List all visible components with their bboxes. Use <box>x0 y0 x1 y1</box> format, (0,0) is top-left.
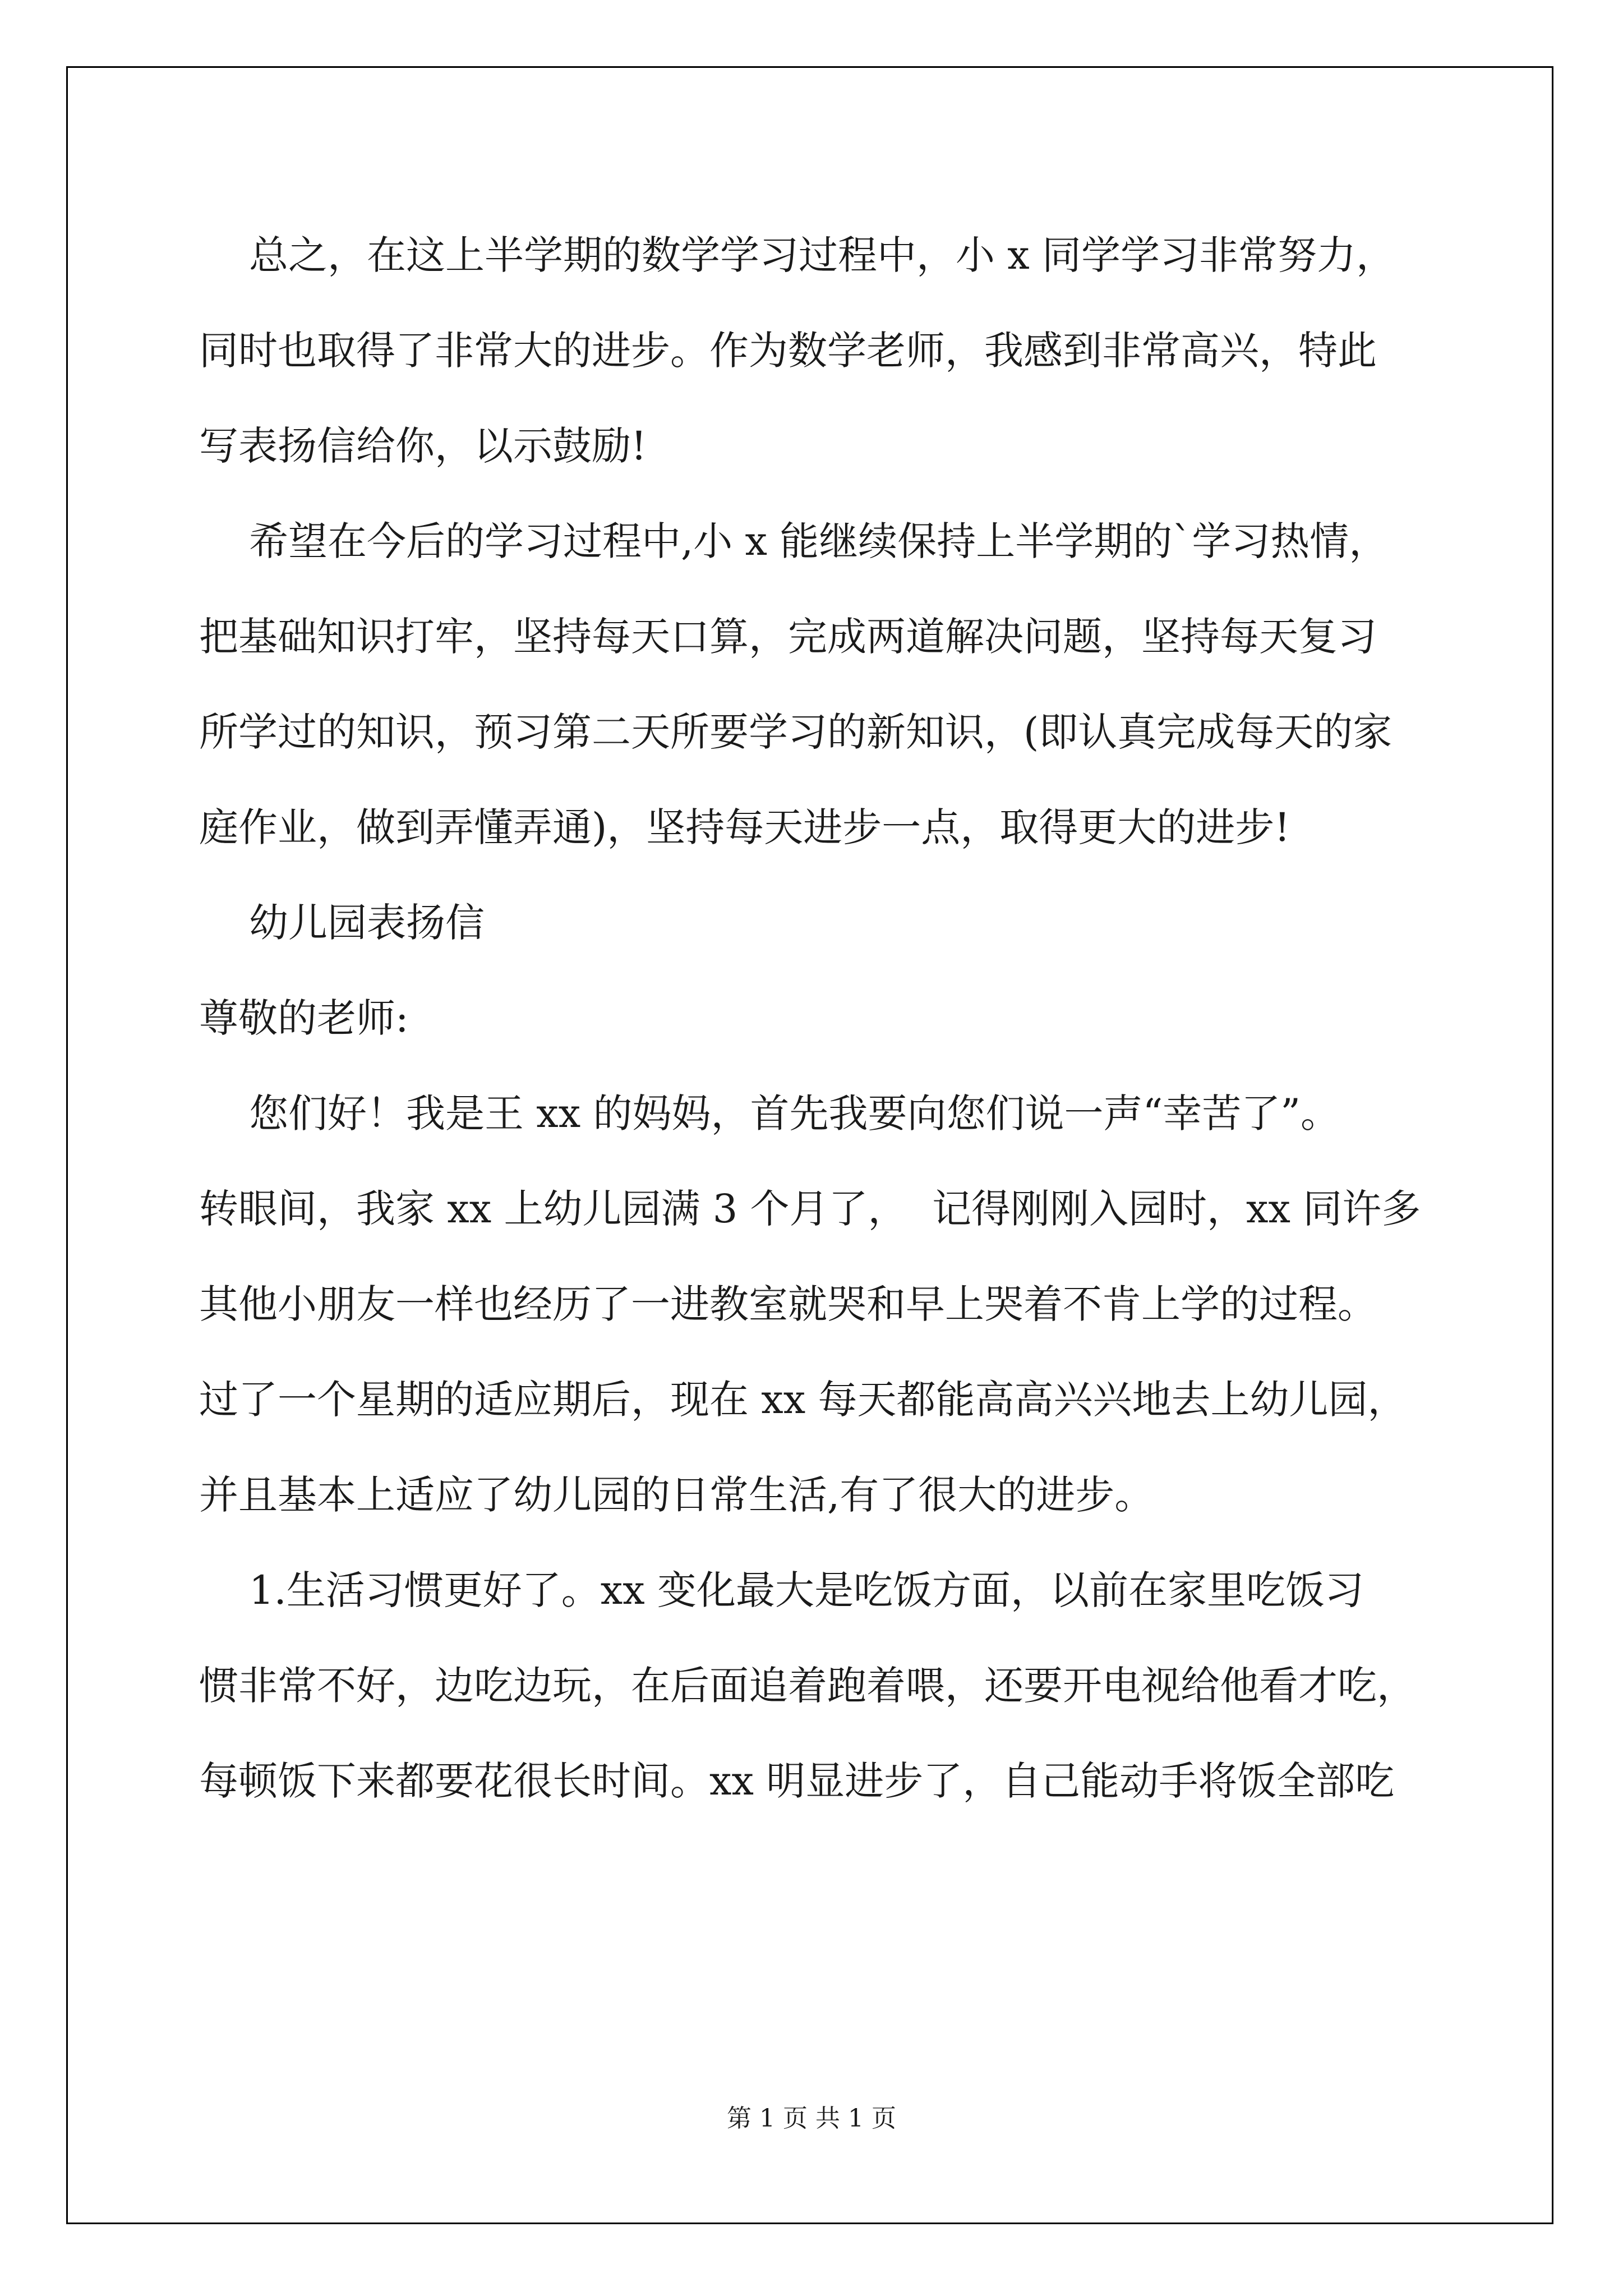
text-line: 庭作业，做到弄懂弄通)，坚持每天进步一点，取得更大的进步! <box>199 804 1290 850</box>
text-line: 每顿饭下来都要花很长时间。xx 明显进步了，自己能动手将饭全部吃 <box>199 1758 1395 1804</box>
text-line: 转眼间，我家 xx 上幼儿园满 3 个月了， 记得刚刚入园时，xx 同许多 <box>199 1186 1421 1232</box>
document-body <box>199 208 1467 1829</box>
text-line: 其他小朋友一样也经历了一进教室就哭和早上哭着不肯上学的过程。 <box>199 1281 1377 1327</box>
text-line: 总之，在这上半学期的数学学习过程中，小 x 同学学习非常努力， <box>199 232 1395 278</box>
paragraph-5 <box>199 1066 1467 1543</box>
text-line: 同时也取得了非常大的进步。作为数学老师，我感到非常高兴，特此 <box>199 328 1377 374</box>
paragraph-2 <box>199 494 1467 875</box>
salutation-text: 尊敬的老师: <box>199 995 409 1041</box>
text-line: 您们好！我是王 xx 的妈妈，首先我要向您们说一声“幸苦了”。 <box>199 1091 1340 1137</box>
page-number-footer: 第 1 页 共 1 页 <box>727 2104 896 2133</box>
text-line: 1.生活习惯更好了。xx 变化最大是吃饭方面，以前在家里吃饭习 <box>199 1567 1364 1613</box>
text-line: 把基础知识打牢，坚持每天口算，完成两道解决问题，坚持每天复习 <box>199 614 1377 660</box>
salutation <box>199 970 1467 1066</box>
text-line: 并且基本上适应了幼儿园的日常生活,有了很大的进步。 <box>199 1472 1154 1518</box>
paragraph-6 <box>199 1543 1467 1829</box>
text-line: 写表扬信给你，以示鼓励! <box>199 423 647 469</box>
paragraph-1 <box>199 208 1467 494</box>
text-line: 所学过的知识，预习第二天所要学习的新知识，(即认真完成每天的家 <box>199 709 1393 755</box>
heading-text: 幼儿园表扬信 <box>199 900 485 946</box>
section-heading <box>199 875 1467 970</box>
text-line: 惯非常不好，边吃边玩，在后面追着跑着喂，还要开电视给他看才吃， <box>199 1663 1416 1709</box>
text-line: 过了一个星期的适应期后，现在 xx 每天都能高高兴兴地去上幼儿园， <box>199 1377 1407 1423</box>
text-line: 希望在今后的学习过程中,小 x 能继续保持上半学期的`学习热情， <box>199 518 1389 564</box>
